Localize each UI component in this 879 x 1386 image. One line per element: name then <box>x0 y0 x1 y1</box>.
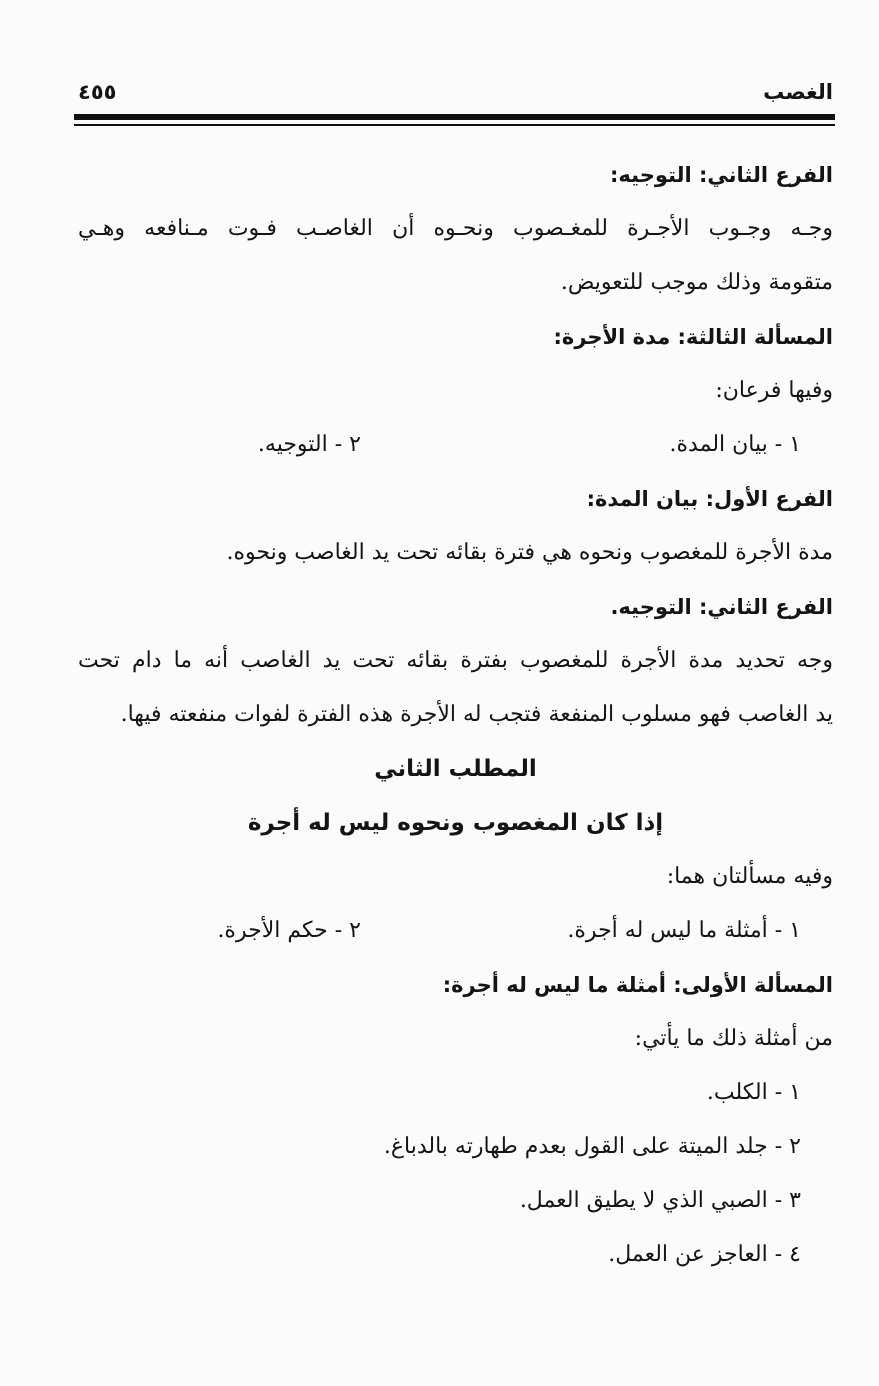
paragraph-line: وجه تحديد مدة الأجرة للمغصوب بفترة بقائه تحت يد الغاصب أنه ما دام تحت <box>78 648 833 673</box>
two-column-list <box>78 904 833 958</box>
subsection-heading: الفرع الأول: بيان المدة: <box>586 487 833 511</box>
list-item: ٢ - حكم الأجرة. <box>217 918 361 943</box>
paragraph-line: وفيه مسألتان هما: <box>666 864 833 889</box>
subsection-heading: الفرع الثاني: التوجيه: <box>610 163 833 187</box>
list-item: ٢ - جلد الميتة على القول بعدم طهارته بالدباغ. <box>383 1134 801 1159</box>
list-item: ١ - بيان المدة. <box>669 432 801 457</box>
paragraph-line: يد الغاصب فهو مسلوب المنفعة فتجب له الأجرة هذه الفترة لفوات منفعته فيها. <box>120 702 833 727</box>
list-item: ٣ - الصبي الذي لا يطيق العمل. <box>519 1188 801 1213</box>
two-column-list <box>78 418 833 472</box>
list-item: ٢ - التوجيه. <box>257 432 361 457</box>
paragraph-line: وجـه وجـوب الأجـرة للمغـصوب ونحـوه أن الغاصـب فـوت مـنافعه وهـي <box>78 216 834 241</box>
chapter-subheading: إذا كان المغصوب ونحوه ليس له أجرة <box>247 810 664 836</box>
page-body <box>78 148 833 1282</box>
list-item: ١ - الكلب. <box>706 1080 801 1105</box>
paragraph-line: متقومة وذلك موجب للتعويض. <box>560 270 833 295</box>
section-heading: المسألة الأولى: أمثلة ما ليس له أجرة: <box>442 973 833 997</box>
list-item: ٤ - العاجز عن العمل. <box>608 1242 801 1267</box>
header-rule-thick <box>74 114 835 120</box>
paragraph-line: وفيها فرعان: <box>715 378 833 403</box>
paragraph-line: مدة الأجرة للمغصوب ونحوه هي فترة بقائه تحت يد الغاصب ونحوه. <box>226 540 833 565</box>
running-title: الغصب <box>763 80 833 104</box>
section-heading: المسألة الثالثة: مدة الأجرة: <box>553 325 833 349</box>
subsection-heading: الفرع الثاني: التوجيه. <box>610 595 833 619</box>
chapter-heading: المطلب الثاني <box>374 756 537 782</box>
list-item: ١ - أمثلة ما ليس له أجرة. <box>567 918 801 943</box>
page-number: ٤٥٥ <box>78 80 117 104</box>
page-header <box>78 80 833 114</box>
paragraph-line: من أمثلة ذلك ما يأتي: <box>634 1026 833 1051</box>
header-rule-thin <box>74 124 835 126</box>
